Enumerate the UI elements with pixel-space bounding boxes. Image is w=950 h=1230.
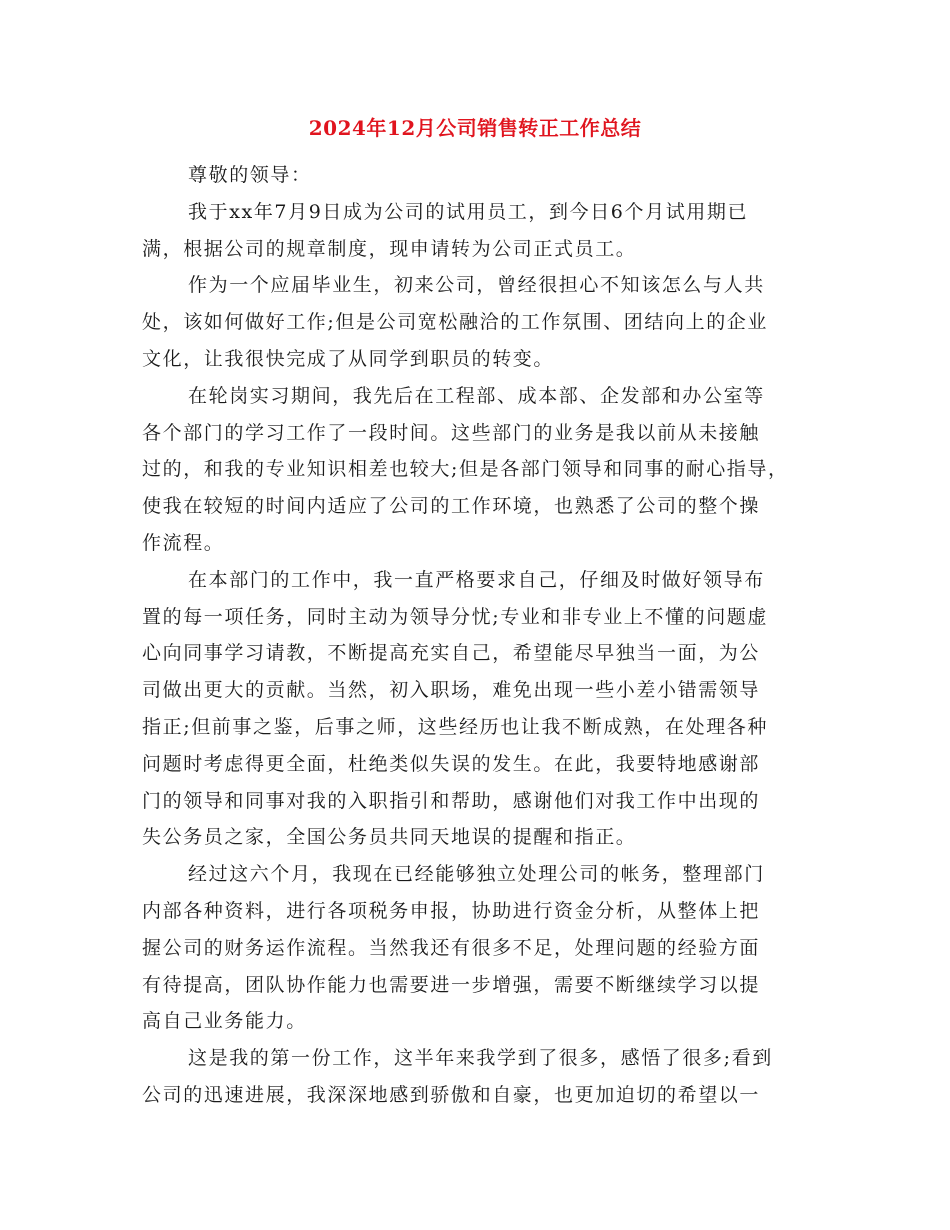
paragraph-line: 有待提高，团队协作能力也需要进一步增强，需要不断继续学习以提 bbox=[142, 973, 761, 996]
paragraph-line: 司做出更大的贡献。当然，初入职场，难免出现一些小差小错需领导 bbox=[142, 679, 761, 702]
paragraph-first-line: 作为一个应届毕业生，初来公司，曾经很担心不知该怎么与人共 bbox=[188, 274, 765, 297]
document-title: 2024年12月公司销售转正工作总结 bbox=[308, 116, 642, 140]
paragraph-line: 心向同事学习请教，不断提高充实自己，希望能尽早独当一面，为公 bbox=[142, 642, 761, 665]
paragraph-line: 握公司的财务运作流程。当然我还有很多不足，处理问题的经验方面 bbox=[142, 936, 761, 959]
paragraph-line: 过的，和我的专业知识相差也较大;但是各部门领导和同事的耐心指导， bbox=[142, 458, 789, 481]
paragraph-line: 置的每一项任务，同时主动为领导分忧;专业和非专业上不懂的问题虚 bbox=[142, 605, 769, 628]
paragraph-line: 指正;但前事之鉴，后事之师，这些经历也让我不断成熟，在处理各种 bbox=[142, 715, 769, 738]
paragraph-line: 高自己业务能力。 bbox=[142, 1010, 307, 1033]
paragraph-line: 作流程。 bbox=[142, 531, 225, 554]
paragraph-line: 问题时考虑得更全面，杜绝类似失误的发生。在此，我要特地感谢部 bbox=[142, 752, 761, 775]
paragraph-line: 内部各种资料，进行各项税务申报，协助进行资金分析，从整体上把 bbox=[142, 899, 761, 922]
paragraph-first-line: 我于xx年7月9日成为公司的试用员工，到今日6个月试用期已 bbox=[188, 200, 749, 223]
paragraph-line: 使我在较短的时间内适应了公司的工作环境，也熟悉了公司的整个操 bbox=[142, 495, 761, 518]
paragraph-line: 文化，让我很快完成了从同学到职员的转变。 bbox=[142, 347, 555, 370]
paragraph-line: 满，根据公司的规章制度，现申请转为公司正式员工。 bbox=[142, 237, 637, 260]
paragraph-line: 公司的迅速进展，我深深地感到骄傲和自豪，也更加迫切的希望以一 bbox=[142, 1083, 761, 1106]
paragraph-first-line: 在轮岗实习期间，我先后在工程部、成本部、企发部和办公室等 bbox=[188, 384, 765, 407]
document-body bbox=[142, 157, 822, 1114]
paragraph-line: 失公务员之家，全国公务员共同天地误的提醒和指正。 bbox=[142, 826, 637, 849]
paragraph-first-line: 这是我的第一份工作，这半年来我学到了很多，感悟了很多;看到 bbox=[188, 1047, 773, 1070]
paragraph-line: 各个部门的学习工作了一段时间。这些部门的业务是我以前从未接触 bbox=[142, 421, 761, 444]
paragraph-first-line: 经过这六个月，我现在已经能够独立处理公司的帐务，整理部门 bbox=[188, 863, 765, 886]
paragraph-line: 处，该如何做好工作;但是公司宽松融洽的工作氛围、团结向上的企业 bbox=[142, 311, 769, 334]
paragraph-line: 门的领导和同事对我的入职指引和帮助，感谢他们对我工作中出现的 bbox=[142, 789, 761, 812]
paragraph-first-line: 尊敬的领导： bbox=[188, 164, 312, 186]
paragraph-first-line: 在本部门的工作中，我一直严格要求自己，仔细及时做好领导布 bbox=[188, 568, 765, 591]
